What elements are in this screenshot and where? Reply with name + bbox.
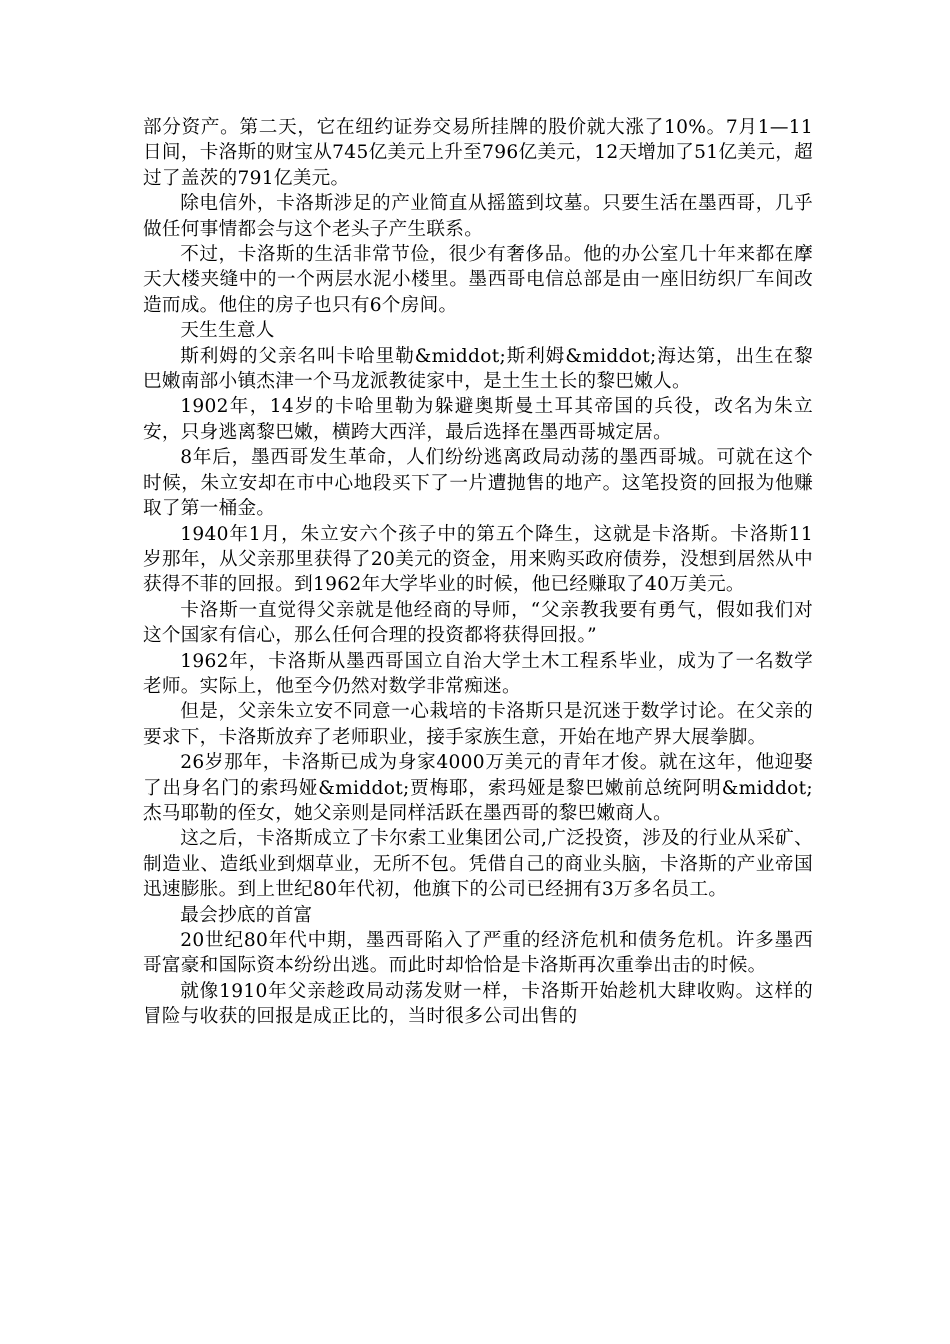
- paragraph: 这之后，卡洛斯成立了卡尔索工业集团公司,广泛投资，涉及的行业从采矿、制造业、造纸业到烟草业，无所不包。凭借自己的商业头脑，卡洛斯的产业帝国迅速膨胀。到上世纪80年代初，他旗下的公司已经拥有3万多名员工。: [143, 828, 813, 901]
- paragraph: 26岁那年，卡洛斯已成为身家4000万美元的青年才俊。就在这年，他迎娶了出身名门的索玛娅&middot;贾梅耶，索玛娅是黎巴嫩前总统阿明&middot;杰马耶勒的侄女，她父亲则是同样活跃在墨西哥的黎巴嫩商人。: [143, 752, 813, 824]
- paragraph: 除电信外，卡洛斯涉足的产业简直从摇篮到坟墓。只要生活在墨西哥，几乎做任何事情都会与这个老头子产生联系。: [143, 193, 813, 240]
- paragraph: 卡洛斯一直觉得父亲就是他经商的导师，“父亲教我要有勇气，假如我们对这个国家有信心，那么任何合理的投资都将获得回报。”: [143, 599, 813, 647]
- paragraph: 1902年，14岁的卡哈里勒为躲避奥斯曼土耳其帝国的兵役，改名为朱立安，只身逃离黎巴嫩，横跨大西洋，最后选择在墨西哥城定居。: [143, 396, 813, 443]
- paragraph: 部分资产。第二天，它在纽约证券交易所挂牌的股价就大涨了10%。7月1—11日间，卡洛斯的财宝从745亿美元上升至796亿美元，12天增加了51亿美元，超过了盖茨的791亿美元。: [143, 117, 813, 189]
- paragraph: 1962年，卡洛斯从墨西哥国立自治大学土木工程系毕业，成为了一名数学老师。实际上，他至今仍然对数学非常痴迷。: [143, 650, 813, 697]
- paragraph: 就像1910年父亲趁政局动荡发财一样，卡洛斯开始趁机大肆收购。这样的冒险与收获的回报是成正比的，当时很多公司出售的: [143, 980, 813, 1028]
- paragraph: 不过，卡洛斯的生活非常节俭，很少有奢侈品。他的办公室几十年来都在摩天大楼夹缝中的一个两层水泥小楼里。墨西哥电信总部是由一座旧纺织厂车间改造而成。他住的房子也只有6个房间。: [143, 244, 813, 316]
- paragraph: 8年后，墨西哥发生革命，人们纷纷逃离政局动荡的墨西哥城。可就在这个时候，朱立安却在市中心地段买下了一片遭抛售的地产。这笔投资的回报为他赚取了第一桶金。: [143, 447, 813, 520]
- paragraph: 但是，父亲朱立安不同意一心栽培的卡洛斯只是沉迷于数学讨论。在父亲的要求下，卡洛斯放弃了老师职业，接手家族生意，开始在地产界大展拳脚。: [143, 701, 813, 748]
- paragraph: 斯利姆的父亲名叫卡哈里勒&middot;斯利姆&middot;海达第，出生在黎巴嫩南部小镇杰津一个马龙派教徒家中，是土生土长的黎巴嫩人。: [143, 345, 813, 393]
- paragraph: 20世纪80年代中期，墨西哥陷入了严重的经济危机和债务危机。许多墨西哥富豪和国际资本纷纷出逃。而此时却恰恰是卡洛斯再次重拳出击的时候。: [143, 930, 813, 977]
- article-body: [143, 115, 813, 1030]
- paragraph: 1940年1月，朱立安六个孩子中的第五个降生，这就是卡洛斯。卡洛斯11岁那年，从父亲那里获得了20美元的资金，用来购买政府债券，没想到居然从中获得不菲的回报。到1962年大学毕业的时候，他已经赚取了40万美元。: [143, 523, 813, 596]
- section-heading: 天生生意人: [180, 320, 275, 342]
- section-heading: 最会抄底的首富: [180, 904, 313, 926]
